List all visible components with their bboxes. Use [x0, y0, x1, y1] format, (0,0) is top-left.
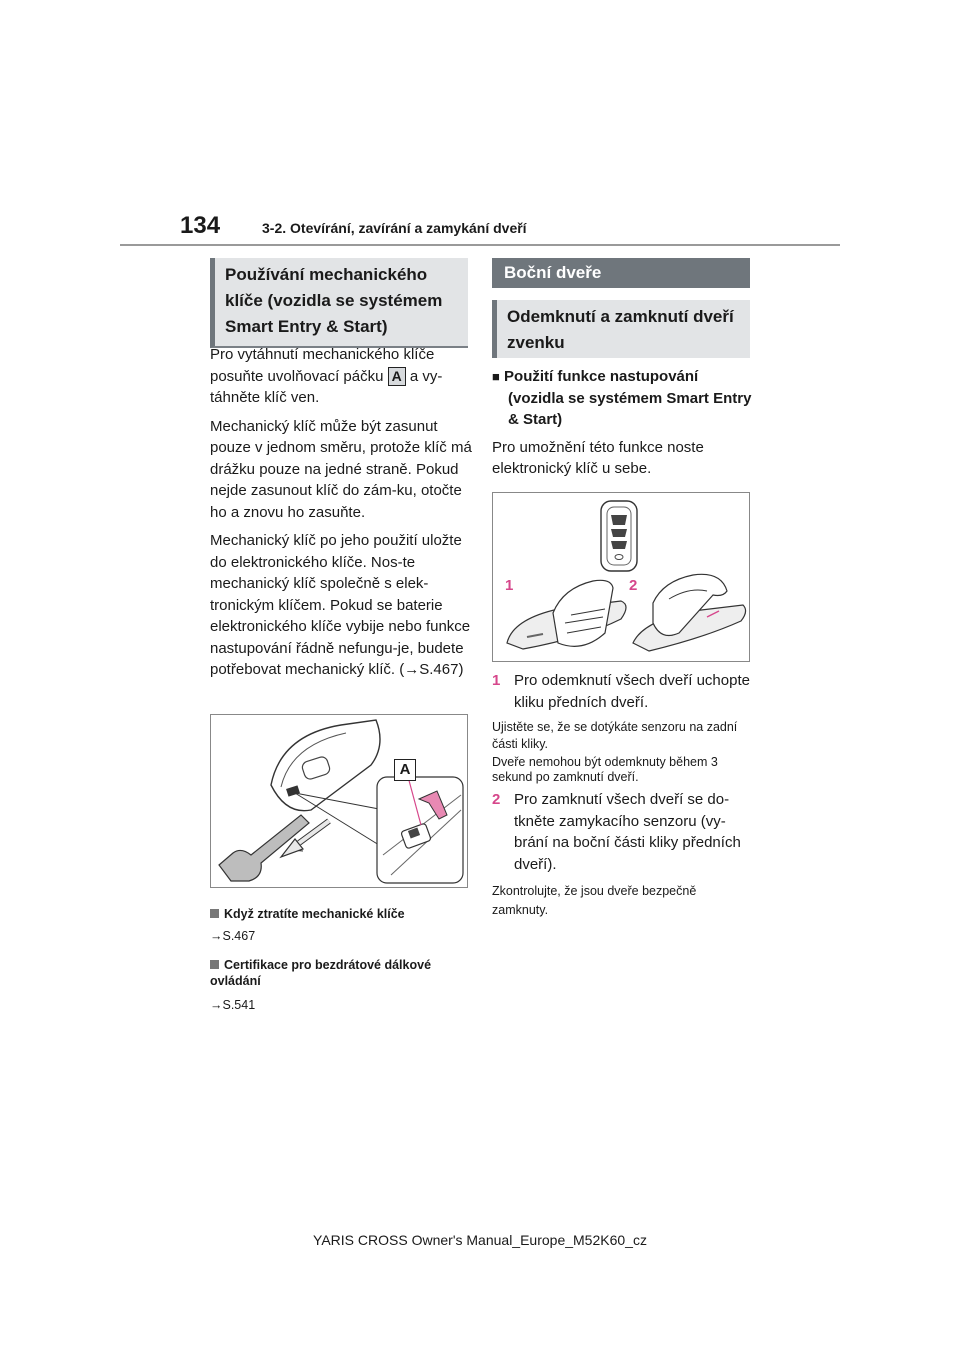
step-2-text: Pro zamknutí všech dveří se do-tkněte zamykacího senzoru (vy-brání na boční části kliky předních dveří). [514, 791, 741, 873]
square-bullet-icon: ■ [492, 369, 500, 384]
label-a-tag: A [388, 367, 406, 386]
note-certification-ref: →S.541 [210, 998, 256, 1012]
subsection-entry-function: ■ Použití funkce nastupování (vozidla se systémem Smart Entry & Start) [492, 368, 752, 428]
unlock-lock-heading-text: Odemknutí a zamknutí dveří zvenku [507, 307, 734, 352]
note-lost-keys: Když ztratíte mechanické klíče [210, 906, 472, 922]
paragraph-release-key [210, 344, 472, 409]
right-steps [492, 670, 754, 920]
figure-label-1: 1 [505, 577, 514, 594]
left-heading-text: Používání mechanického klíče (vozidla se systémem Smart Entry & Start) [225, 265, 443, 336]
paragraph-key-direction: Mechanický klíč může být zasunut pouze v jednom směru, protože klíč má drážku pouze na jedné straně. Pokud nejde zasunout klíč do zám-ku, otočte ho a znovu ho zasuňte. [210, 417, 472, 521]
square-bullet-icon [210, 960, 219, 969]
step-2-note-check: Zkontrolujte, že jsou dveře bezpečně zamknuty. [492, 884, 697, 917]
figure-label-2: 2 [629, 577, 638, 594]
key-illustration [211, 715, 467, 887]
right-body-top [492, 366, 754, 487]
paragraph-carry-key: Pro umožnění této funkce noste elektronický klíč u sebe. [492, 438, 704, 477]
p1-text-after: a vy-táhněte klíč ven. [210, 367, 443, 406]
side-doors-heading-text: Boční dveře [504, 263, 602, 282]
left-section-heading [210, 258, 468, 348]
step-2-number: 2 [492, 791, 501, 808]
paragraph-store-key: Mechanický klíč po jeho použití uložte do elektronického klíče. Nos-te mechanický klíč společně s elek-tronickým klíčem. Pokud se baterie elektronického klíče vybije nebo funkce nastupování řádně nefungu-je, budete potřebovat mechanický klíč. (→S.467) [210, 532, 471, 678]
step-1-note-sensor: Ujistěte se, že se dotýkáte senzoru na zadní části kliky. [492, 720, 738, 751]
footer-manual-id: YARIS CROSS Owner's Manual_Europe_M52K60_cz [313, 1232, 647, 1248]
step-1 [492, 670, 754, 713]
note-lost-keys-ref: →S.467 [210, 929, 256, 943]
page-number: 134 [180, 212, 221, 239]
door-handle-illustration [493, 493, 749, 661]
left-notes [210, 906, 472, 1014]
step-1-text: Pro odemknutí všech dveří uchopte kliku předních dveří. [514, 672, 750, 711]
step-2 [492, 789, 754, 875]
figure-label-a: A [394, 759, 416, 781]
unlock-lock-heading [492, 300, 750, 358]
note-certification: Certifikace pro bezdrátové dálkové ovládání [210, 958, 432, 988]
step-1-number: 1 [492, 672, 501, 689]
step-1-note-delay: Dveře nemohou být odemknuty během 3 sekund po zamknutí dveří. [492, 755, 718, 784]
section-title: 3-2. Otevírání, zavírání a zamykání dveří [262, 220, 527, 236]
header-rule [120, 244, 840, 246]
side-doors-heading [492, 258, 750, 288]
square-bullet-icon [210, 909, 219, 918]
p1-text-before: Pro vytáhnutí mechanického klíče posuňte uvolňovací páčku [210, 346, 435, 385]
figure-mechanical-key [210, 714, 468, 888]
left-body-text [210, 344, 472, 688]
figure-door-handle [492, 492, 750, 662]
